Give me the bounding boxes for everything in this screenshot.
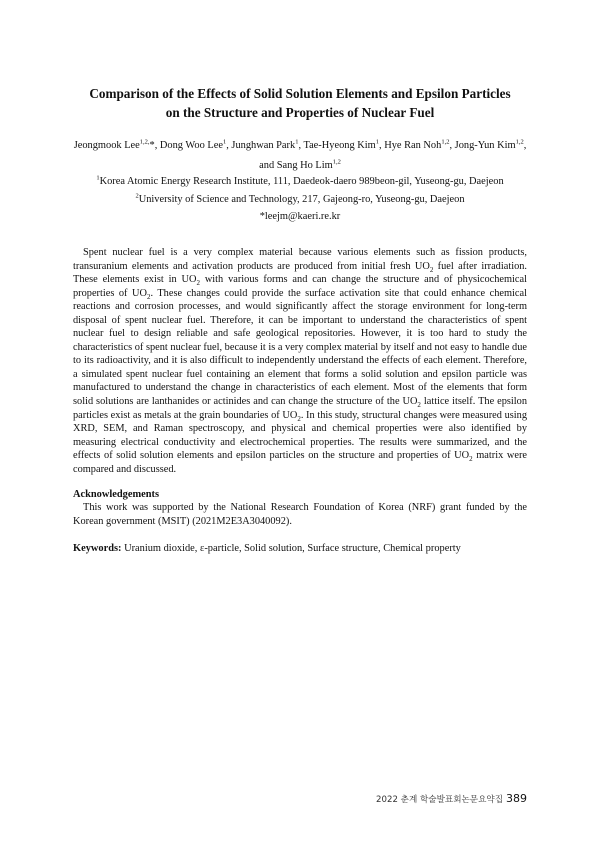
keywords-label: Keywords: <box>73 543 122 554</box>
proceedings-name: 2022 춘계 학술발표회논문요약집 <box>376 795 503 805</box>
author: Tae-Hyeong Kim$^1$, <box>303 138 385 151</box>
paper-title <box>60 84 540 122</box>
keywords <box>73 542 527 556</box>
title-line-2: on the Structure and Properties of Nuclear Fuel <box>165 105 435 120</box>
author: Jong-Yun Kim$^{1,2}$, <box>454 138 527 151</box>
author: Jeongmook Lee$^{1,2,}$*, <box>73 138 160 151</box>
page-number: 389 <box>506 792 527 805</box>
keywords-text: Uranium dioxide, ε-particle, Solid solution, Surface structure, Chemical property <box>121 543 461 554</box>
author-list <box>60 136 540 176</box>
author: and Sang Ho Lim$^{1,2}$ <box>259 158 341 171</box>
abstract-body: Spent nuclear fuel is a very complex material because various elements such as fission products, transuranium elements and activation products are produced from initial fresh $UO_2$ fuel after irradiation. These elements exist in $UO_2$ with various forms and can change the structure and of physicochemical properties of $UO_2$. These changes could provide the surface activation site that could enhance chemical reactions and corrosion processes, and would significantly affect the storage environment for long-term disposal of spent nuclear fuel. Therefore, it can be important to understand the characteristics of spent nuclear fuel to design reliable and safe geological repositories. However, it is too hard to study the characteristics of spent nuclear fuel, because it is a very complex material by itself and not easy to handle due to its radioactivity, and it is also difficult to independently understand the effects of each element. Therefore, a simulated spent nuclear fuel containing an element that forms a solid solution and epsilon particle was manufactured to understand the change in characteristics of each element. Most of the elements that form solid solutions are lanthanides or actinides and can change the structure of the $UO_2$ lattice itself. The epsilon particles exist as metals at the grain boundaries of $UO_2$. In this study, structural changes were measured using XRD, SEM, and Raman spectroscopy, and physical and chemical properties were also identified by measuring electrical conductivity and electrochemical properties. The results were summarized, and the effects of solid solution elements and epsilon particles on the structure and properties of $UO_2$ matrix were compared and discussed. <box>73 247 528 475</box>
acknowledgements-body: This work was supported by the National Research Foundation of Korea (NRF) grant funded by the Korean government (MSIT) (2021M2E3A3040092). <box>73 502 527 527</box>
title-line-1: Comparison of the Effects of Solid Solution Elements and Epsilon Particles <box>89 86 511 101</box>
author: Dong Woo Lee$^1$, <box>159 138 232 151</box>
acknowledgements-heading: Acknowledgements <box>73 489 160 500</box>
corresponding-email: *leejm@kaeri.re.kr <box>259 211 341 222</box>
author: Hye Ran Noh$^{1,2}$, <box>384 138 455 151</box>
page-footer <box>376 792 527 805</box>
affiliation-2: $^2$University of Science and Technology, 217, Gajeong-ro, Yuseong-gu, Daejeon <box>135 192 465 205</box>
author: Junghwan Park$^1$, <box>231 138 304 151</box>
affiliation-1: $^1$Korea Atomic Energy Research Institute, 111, Daedeok-daero 989beon-gil, Yuseong-gu, Daejeon <box>96 174 504 187</box>
